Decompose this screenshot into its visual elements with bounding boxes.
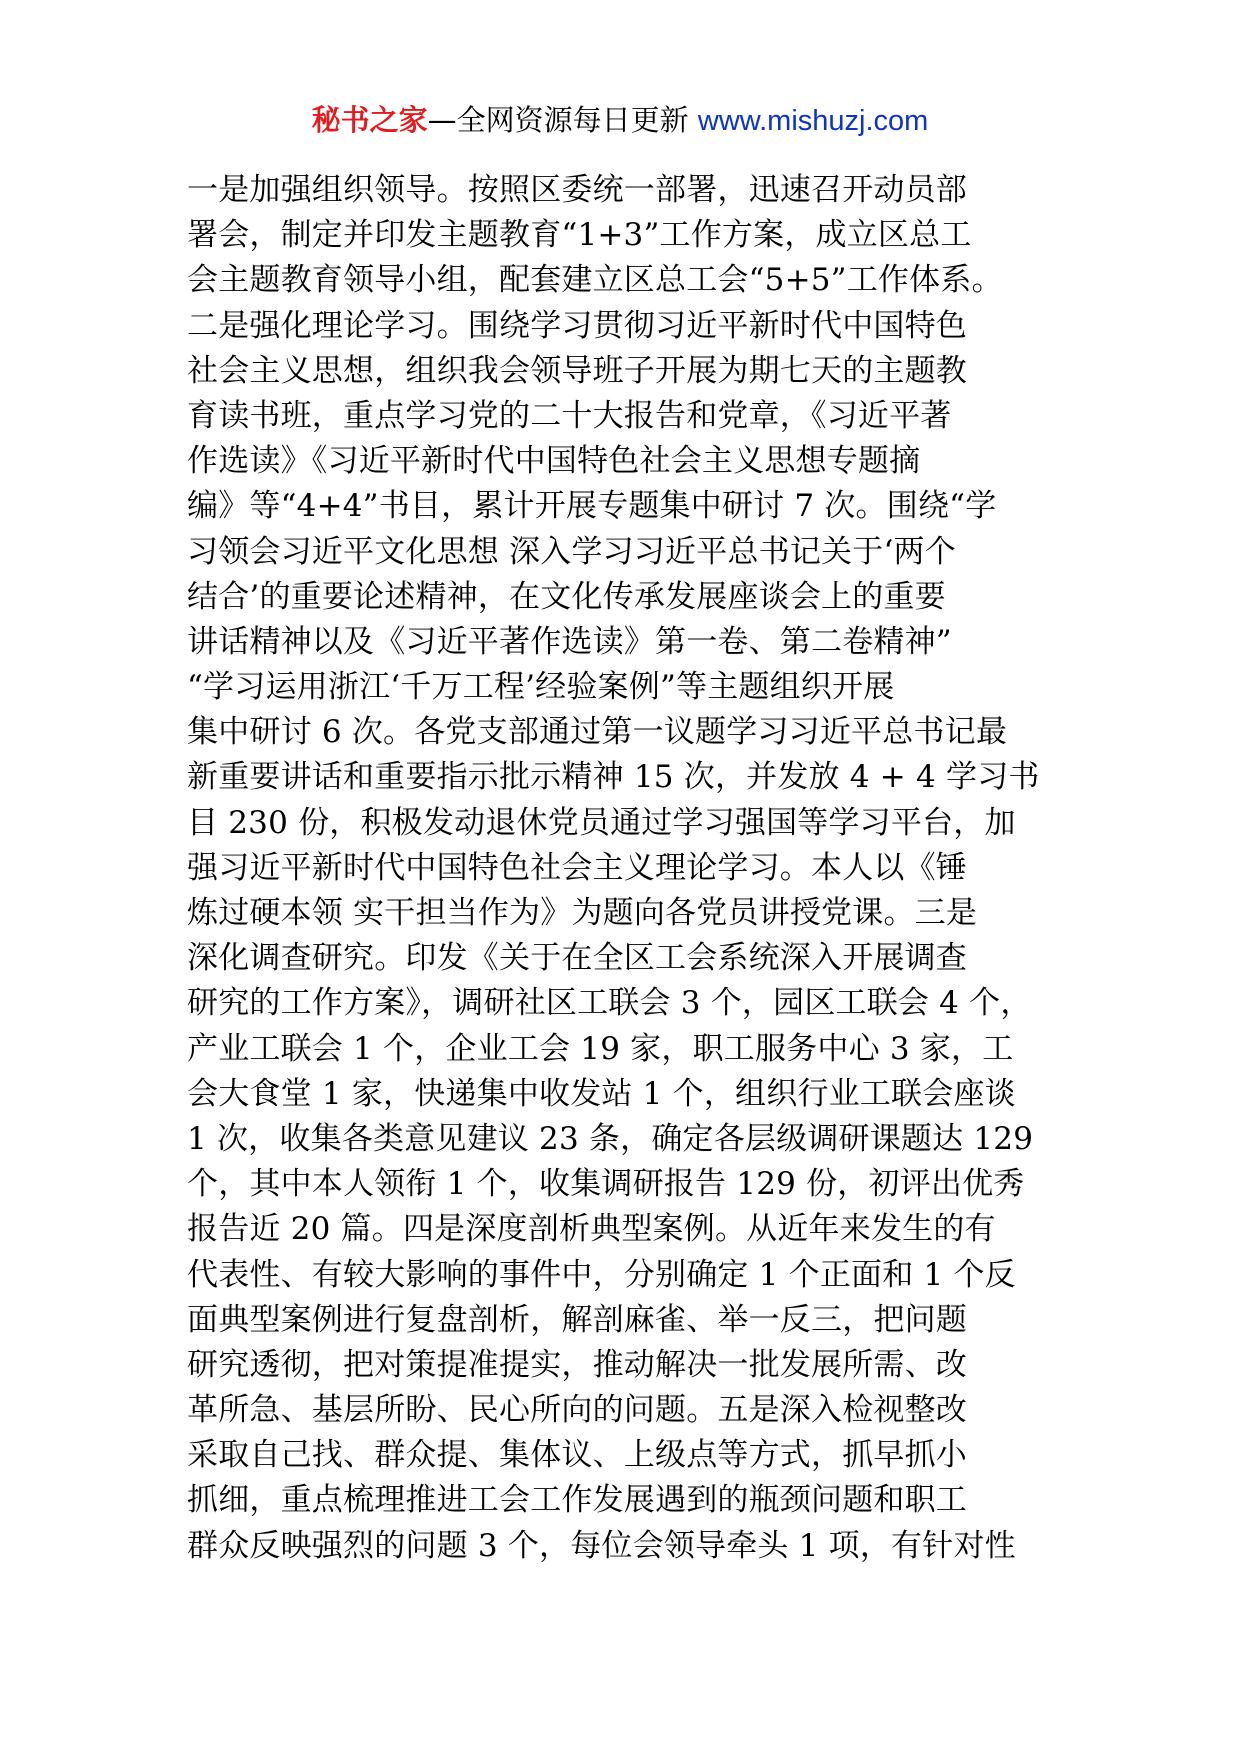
text-line: 抓细，重点梳理推进工会工作发展遇到的瓶颈问题和职工 — [187, 1482, 967, 1519]
text-line: 产业工联会 1 个，企业工会 19 家，职工服务中心 3 家，工 — [187, 1030, 1014, 1067]
text-line: 代表性、有较大影响的事件中，分别确定 1 个正面和 1 个反 — [187, 1256, 1016, 1293]
text-line: 强习近平新时代中国特色社会主义理论学习。本人以《锤 — [187, 849, 967, 886]
text-line: 研究透彻，把对策提准提实，推动解决一批发展所需、改 — [187, 1346, 967, 1383]
page-header — [0, 100, 1240, 141]
text-line: 深化调查研究。印发《关于在全区工会系统深入开展调查 — [187, 940, 967, 977]
text-line: 作选读》《习近平新时代中国特色社会主义思想专题摘 — [187, 443, 921, 480]
website-link[interactable]: www.mishuzj.com — [697, 105, 929, 137]
text-line: 新重要讲话和重要指示批示精神 15 次，并发放 4 + 4 学习书 — [187, 759, 1040, 796]
text-line: 个，其中本人领衔 1 个，收集调研报告 129 份，初评出优秀 — [187, 1166, 1025, 1203]
text-line: 育读书班，重点学习党的二十大报告和党章，《习近平著 — [187, 397, 952, 434]
text-line: 会主题教育领导小组，配套建立区总工会“5+5”工作体系。 — [187, 262, 1003, 299]
text-line: 结合’的重要论述精神，在文化传承发展座谈会上的重要 — [187, 578, 946, 615]
text-line: 报告近 20 篇。四是深度剖析典型案例。从近年来发生的有 — [187, 1211, 996, 1248]
text-line: 群众反映强烈的问题 3 个，每位会领导牵头 1 项，有针对性 — [187, 1527, 1016, 1564]
header-tagline: —全网资源每日更新 — [427, 103, 698, 137]
text-line: 面典型案例进行复盘剖析，解剖麻雀、举一反三，把问题 — [187, 1301, 967, 1338]
text-line: “学习运用浙江‘千万工程’经验案例”等主题组织开展 — [187, 669, 895, 706]
text-line: 1 次，收集各类意见建议 23 条，确定各层级调研课题达 129 — [187, 1120, 1034, 1157]
text-line: 讲话精神以及《习近平著作选读》第一卷、第二卷精神” — [187, 623, 952, 660]
text-line: 编》等“4+4”书目，累计开展专题集中研讨 7 次。围绕“学 — [187, 488, 997, 525]
text-line: 集中研讨 6 次。各党支部通过第一议题学习习近平总书记最 — [187, 714, 1008, 751]
text-line: 会大食堂 1 家，快递集中收发站 1 个，组织行业工联会座谈 — [187, 1075, 1016, 1112]
brand-name: 秘书之家 — [311, 103, 428, 137]
text-line: 一是加强组织领导。按照区委统一部署，迅速召开动员部 — [187, 172, 967, 208]
text-line: 目 230 份，积极发动退休党员通过学习强国等学习平台，加 — [187, 804, 1016, 841]
text-line: 二是强化理论学习。围绕学习贯彻习近平新时代中国特色 — [187, 307, 967, 344]
text-line: 署会，制定并印发主题教育“1+3”工作方案，成立区总工 — [187, 217, 972, 254]
text-line: 研究的工作方案》，调研社区工联会 3 个，园区工联会 4 个， — [187, 985, 1032, 1022]
text-line: 革所急、基层所盼、民心所向的问题。五是深入检视整改 — [187, 1392, 967, 1429]
body-paragraph — [187, 168, 1087, 1569]
text-line: 采取自己找、群众提、集体议、上级点等方式，抓早抓小 — [187, 1437, 967, 1474]
text-line: 习领会习近平文化思想 深入学习习近平总书记关于‘两个 — [187, 533, 956, 570]
text-line: 社会主义思想，组织我会领导班子开展为期七天的主题教 — [187, 352, 967, 389]
text-line: 炼过硬本领 实干担当作为》为题向各党员讲授党课。三是 — [187, 895, 978, 931]
